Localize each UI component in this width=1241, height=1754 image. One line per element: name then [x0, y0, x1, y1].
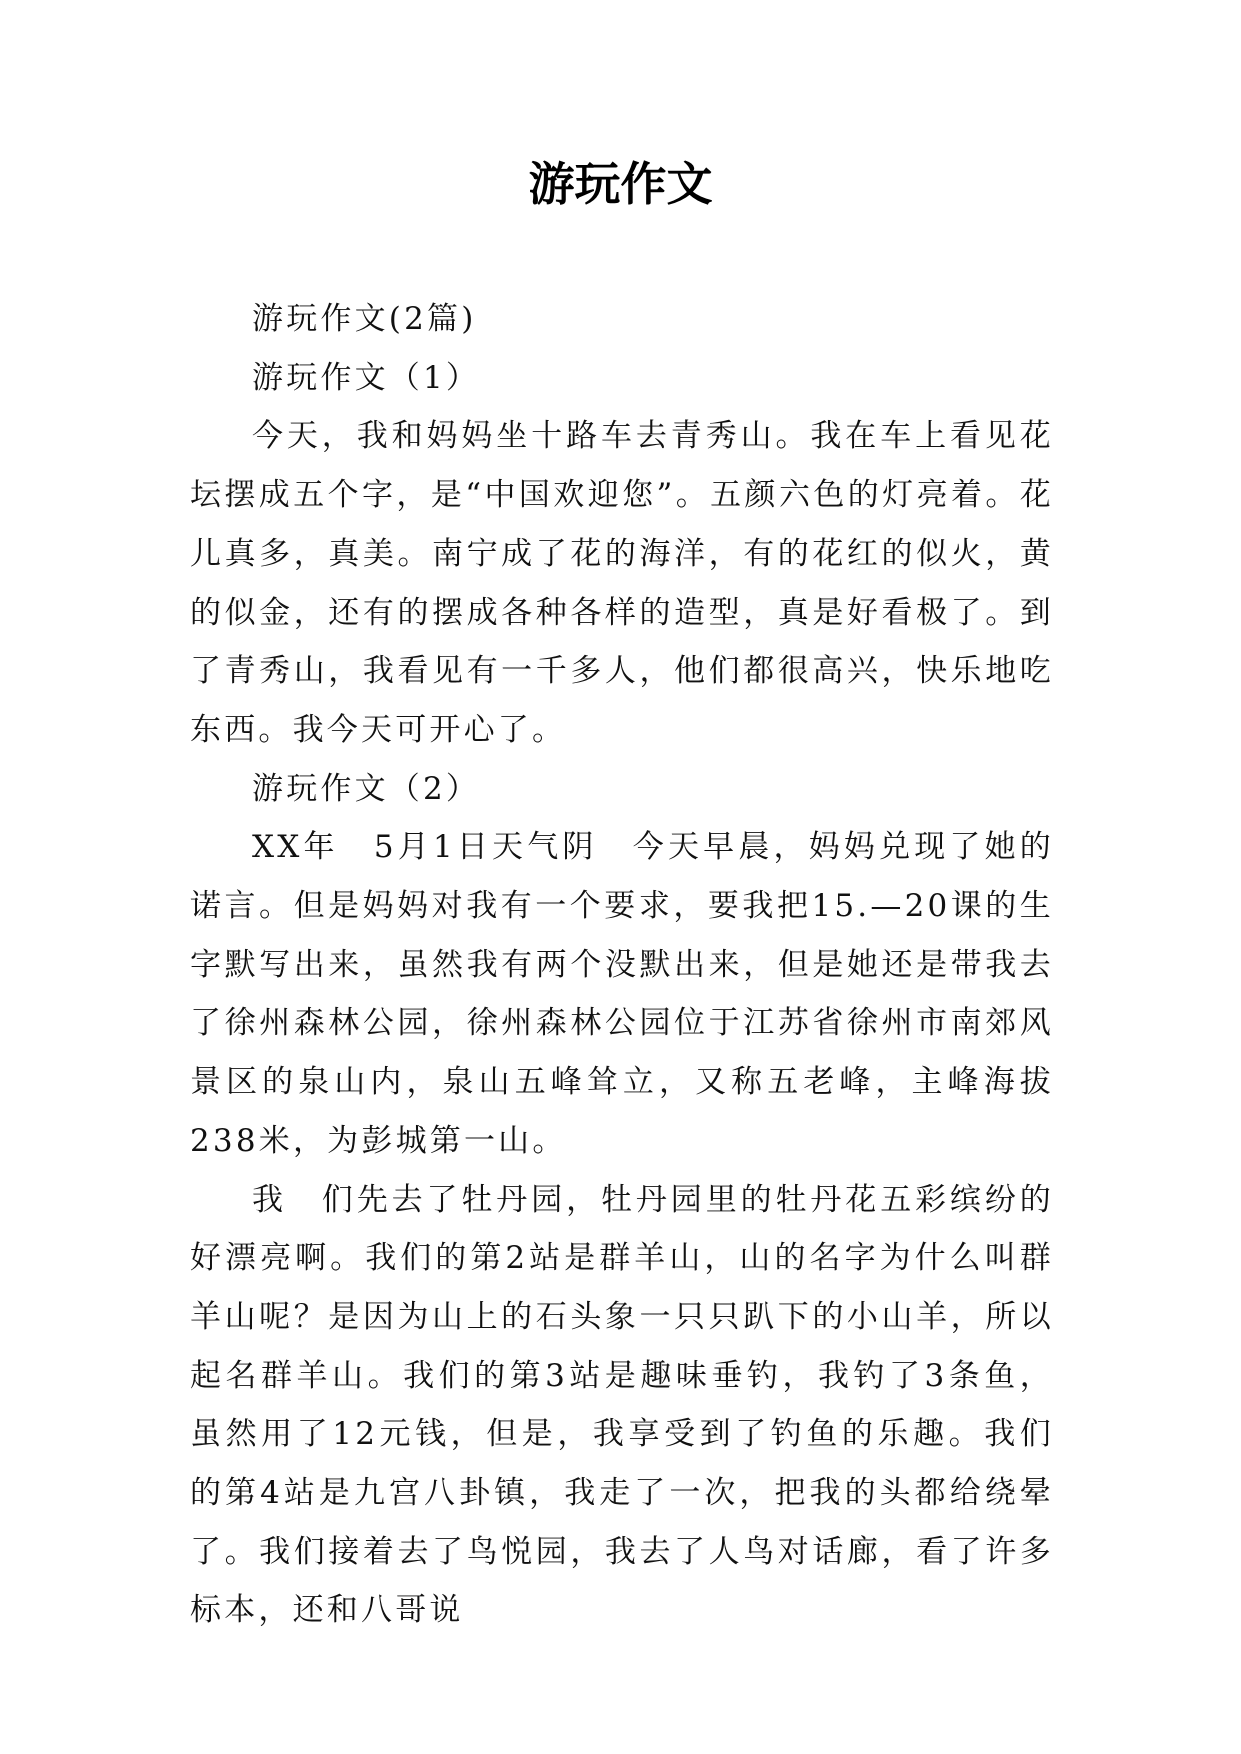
- essay-1-paragraph: 今天，我和妈妈坐十路车去青秀山。我在车上看见花坛摆成五个字，是“中国欢迎您”。五颜六色的灯亮着。花儿真多，真美。南宁成了花的海洋，有的花红的似火，黄的似金，还有的摆成各种各样的造型，真是好看极了。到了青秀山，我看见有一千多人，他们都很高兴，快乐地吃东西。我今天可开心了。: [190, 418, 1054, 748]
- essay-2-paragraph-2: 我 们先去了牡丹园，牡丹园里的牡丹花五彩缤纷的好漂亮啊。我们的第2站是群羊山，山的名字为什么叫群羊山呢？是因为山上的石头象一只只趴下的小山羊，所以起名群羊山。我们的第3站是趣味垂钓，我钓了3条鱼，虽然用了12元钱，但是，我享受到了钓鱼的乐趣。我们的第4站是九宫八卦镇，我走了一次，把我的头都给绕晕了。我们接着去了鸟悦园，我去了人鸟对话廊，看了许多标本，还和八哥说: [190, 1181, 1054, 1629]
- essay-2-paragraph-1: XX年 5月1日天气阴 今天早晨，妈妈兑现了她的诺言。但是妈妈对我有一个要求，要我把15.—20课的生字默写出来，虽然我有两个没默出来，但是她还是带我去了徐州森林公园，徐州森林公园位于江苏省徐州市南郊风景区的泉山内，泉山五峰耸立，又称五老峰，主峰海拔238米，为彭城第一山。: [190, 829, 1054, 1159]
- collection-heading: 游玩作文(2篇): [252, 301, 477, 337]
- essay-2-heading: 游玩作文（2）: [252, 770, 481, 807]
- essay-1-heading: 游玩作文（1）: [252, 359, 481, 396]
- document-body: [190, 290, 1054, 1640]
- document-title: 游玩作文: [528, 157, 713, 211]
